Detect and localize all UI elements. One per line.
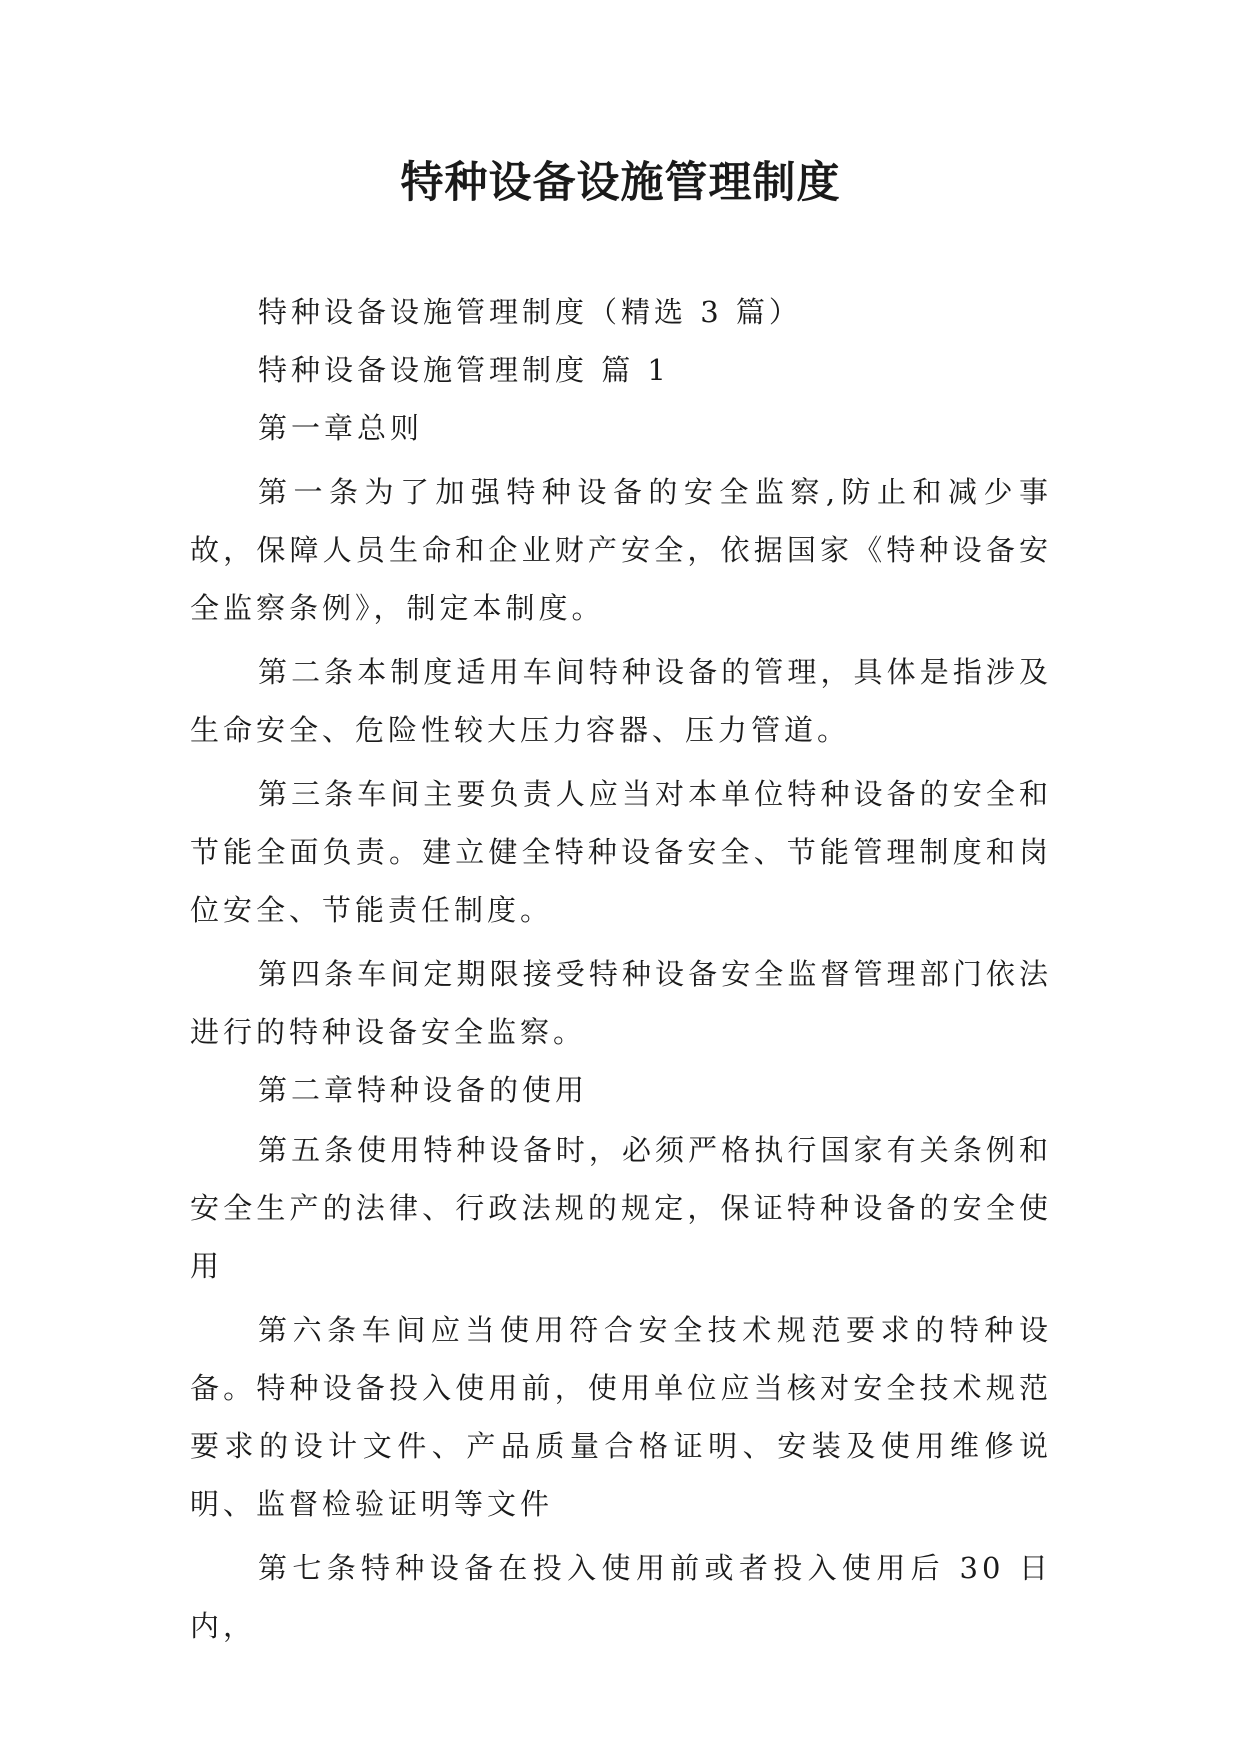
- paragraph-article-5: 第五条使用特种设备时，必须严格执行国家有关条例和安全生产的法律、行政法规的规定，保证特种设备的安全使用: [190, 1133, 1052, 1283]
- paragraph-article-7: 第七条特种设备在投入使用前或者投入使用后 30 日内，: [190, 1551, 1052, 1643]
- paragraph-chapter-2-heading: 第二章特种设备的使用: [258, 1073, 589, 1107]
- paragraph-article-2: 第二条本制度适用车间特种设备的管理，具体是指涉及生命安全、危险性较大压力容器、压力管道。: [190, 655, 1052, 747]
- paragraph-article-6: 第六条车间应当使用符合安全技术规范要求的特种设备。特种设备投入使用前，使用单位应当核对安全技术规范要求的设计文件、产品质量合格证明、安装及使用维修说明、监督检验证明等文件: [190, 1313, 1052, 1521]
- paragraph-article-1: 第一条为了加强特种设备的安全监察,防止和减少事故，保障人员生命和企业财产安全，依据国家《特种设备安全监察条例》，制定本制度。: [190, 475, 1052, 625]
- paragraph-chapter-1-heading: 第一章总则: [258, 411, 424, 445]
- document-title: 特种设备设施管理制度: [400, 158, 841, 208]
- paragraph-article-4: 第四条车间定期限接受特种设备安全监督管理部门依法进行的特种设备安全监察。: [190, 957, 1052, 1049]
- document-body: [190, 283, 1052, 1655]
- paragraph-subtitle: 特种设备设施管理制度（精选 3 篇）: [258, 295, 802, 329]
- paragraph-part-heading: 特种设备设施管理制度 篇 1: [258, 353, 670, 387]
- paragraph-article-3: 第三条车间主要负责人应当对本单位特种设备的安全和节能全面负责。建立健全特种设备安全、节能管理制度和岗位安全、节能责任制度。: [190, 777, 1052, 927]
